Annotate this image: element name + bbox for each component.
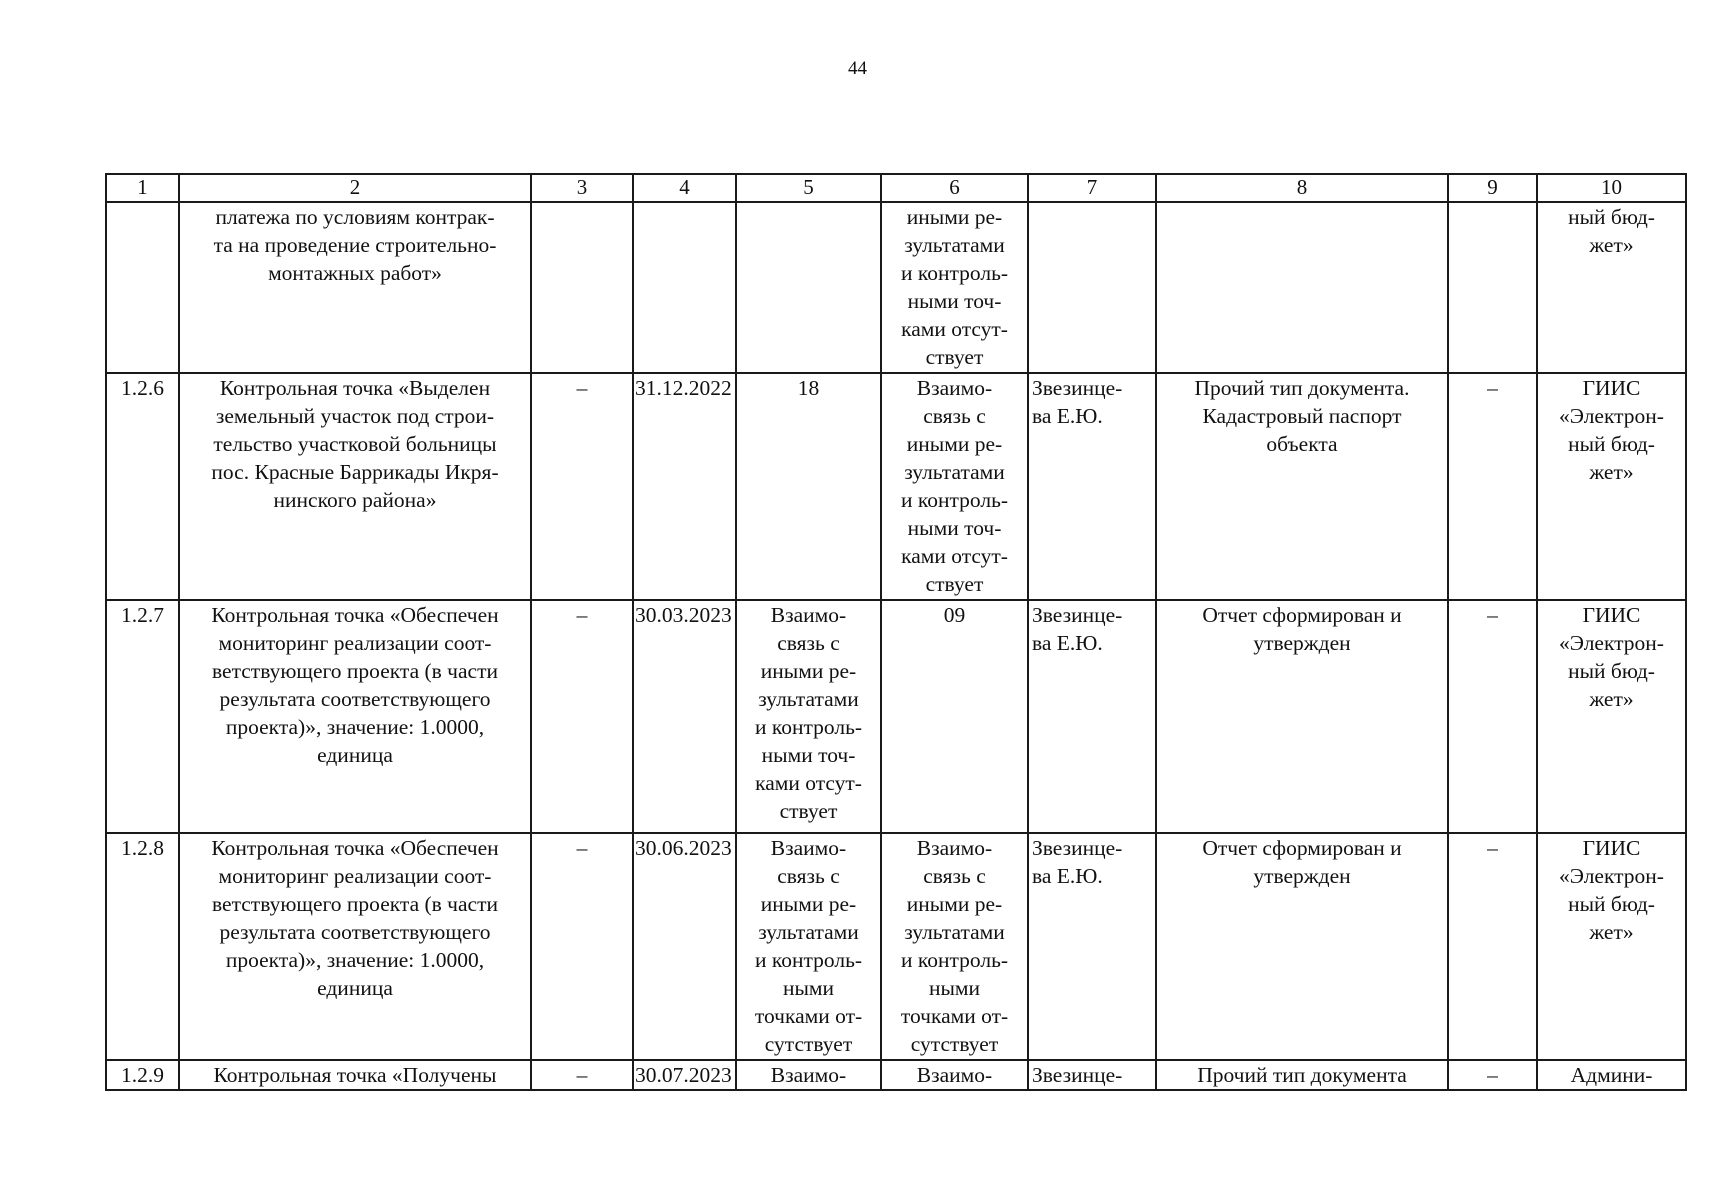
cell-system: ГИИС «Электрон- ный бюд- жет» — [1537, 373, 1686, 600]
control-points-table — [105, 173, 1687, 1091]
table-row — [106, 1060, 1686, 1090]
cell-system: ГИИС «Электрон- ный бюд- жет» — [1537, 833, 1686, 1060]
cell-number: 1.2.9 — [106, 1060, 179, 1090]
cell-col5: Взаимо- связь с иными ре- зультатами и контроль- ными точ- ками отсут- ствует — [736, 600, 881, 833]
cell-number — [106, 202, 179, 373]
cell-col6: Взаимо- связь с иными ре- зультатами и контроль- ными точками от- сутствует — [881, 833, 1028, 1060]
cell-col5: Взаимо- — [736, 1060, 881, 1090]
header-cell-10: 10 — [1537, 174, 1686, 202]
cell-col5 — [736, 202, 881, 373]
cell-responsible: Звезинце- ва Е.Ю. — [1028, 373, 1156, 600]
cell-responsible — [1028, 202, 1156, 373]
cell-date — [633, 202, 736, 373]
cell-name: платежа по условиям контрак- та на проведение строительно- монтажных работ» — [179, 202, 531, 373]
cell-system: Админи- — [1537, 1060, 1686, 1090]
cell-name: Контрольная точка «Обеспечен мониторинг реализации соот- ветствующего проекта (в части результата соответствующего проекта)», значение: 1.0000, единица — [179, 600, 531, 833]
header-cell-2: 2 — [179, 174, 531, 202]
cell-date: 31.12.2022 — [633, 373, 736, 600]
cell-col9: – — [1448, 833, 1537, 1060]
cell-responsible: Звезинце- ва Е.Ю. — [1028, 833, 1156, 1060]
cell-col6: иными ре- зультатами и контроль- ными точ- ками отсут- ствует — [881, 202, 1028, 373]
cell-col6: 09 — [881, 600, 1028, 833]
header-cell-1: 1 — [106, 174, 179, 202]
cell-document: Отчет сформирован и утвержден — [1156, 600, 1448, 833]
header-cell-8: 8 — [1156, 174, 1448, 202]
table-row — [106, 833, 1686, 1060]
cell-col3: – — [531, 600, 633, 833]
cell-date: 30.06.2023 — [633, 833, 736, 1060]
cell-responsible: Звезинце- ва Е.Ю. — [1028, 600, 1156, 833]
table-row — [106, 202, 1686, 373]
cell-col5: 18 — [736, 373, 881, 600]
header-cell-5: 5 — [736, 174, 881, 202]
cell-col6: Взаимо- — [881, 1060, 1028, 1090]
cell-date: 30.07.2023 — [633, 1060, 736, 1090]
table-row — [106, 373, 1686, 600]
cell-number: 1.2.7 — [106, 600, 179, 833]
header-cell-4: 4 — [633, 174, 736, 202]
cell-document — [1156, 202, 1448, 373]
cell-name: Контрольная точка «Обеспечен мониторинг реализации соот- ветствующего проекта (в части результата соответствующего проекта)», значение: 1.0000, единица — [179, 833, 531, 1060]
cell-responsible: Звезинце- — [1028, 1060, 1156, 1090]
cell-document: Прочий тип документа. Кадастровый паспорт объекта — [1156, 373, 1448, 600]
cell-system: ГИИС «Электрон- ный бюд- жет» — [1537, 600, 1686, 833]
table-row — [106, 600, 1686, 833]
cell-date: 30.03.2023 — [633, 600, 736, 833]
cell-col9: – — [1448, 1060, 1537, 1090]
page-number: 44 — [848, 58, 867, 79]
cell-number: 1.2.8 — [106, 833, 179, 1060]
header-cell-7: 7 — [1028, 174, 1156, 202]
cell-number: 1.2.6 — [106, 373, 179, 600]
header-row — [106, 174, 1686, 202]
header-cell-3: 3 — [531, 174, 633, 202]
cell-col3: – — [531, 833, 633, 1060]
cell-document: Отчет сформирован и утвержден — [1156, 833, 1448, 1060]
cell-col6: Взаимо- связь с иными ре- зультатами и контроль- ными точ- ками отсут- ствует — [881, 373, 1028, 600]
cell-col3 — [531, 202, 633, 373]
cell-col9 — [1448, 202, 1537, 373]
cell-col3: – — [531, 373, 633, 600]
cell-col3: – — [531, 1060, 633, 1090]
cell-document: Прочий тип документа — [1156, 1060, 1448, 1090]
cell-col5: Взаимо- связь с иными ре- зультатами и контроль- ными точками от- сутствует — [736, 833, 881, 1060]
cell-name: Контрольная точка «Выделен земельный участок под строи- тельство участковой больницы пос. Красные Баррикады Икря- нинского района» — [179, 373, 531, 600]
header-cell-6: 6 — [881, 174, 1028, 202]
cell-col9: – — [1448, 600, 1537, 833]
cell-system: ный бюд- жет» — [1537, 202, 1686, 373]
header-cell-9: 9 — [1448, 174, 1537, 202]
cell-name: Контрольная точка «Получены — [179, 1060, 531, 1090]
cell-col9: – — [1448, 373, 1537, 600]
